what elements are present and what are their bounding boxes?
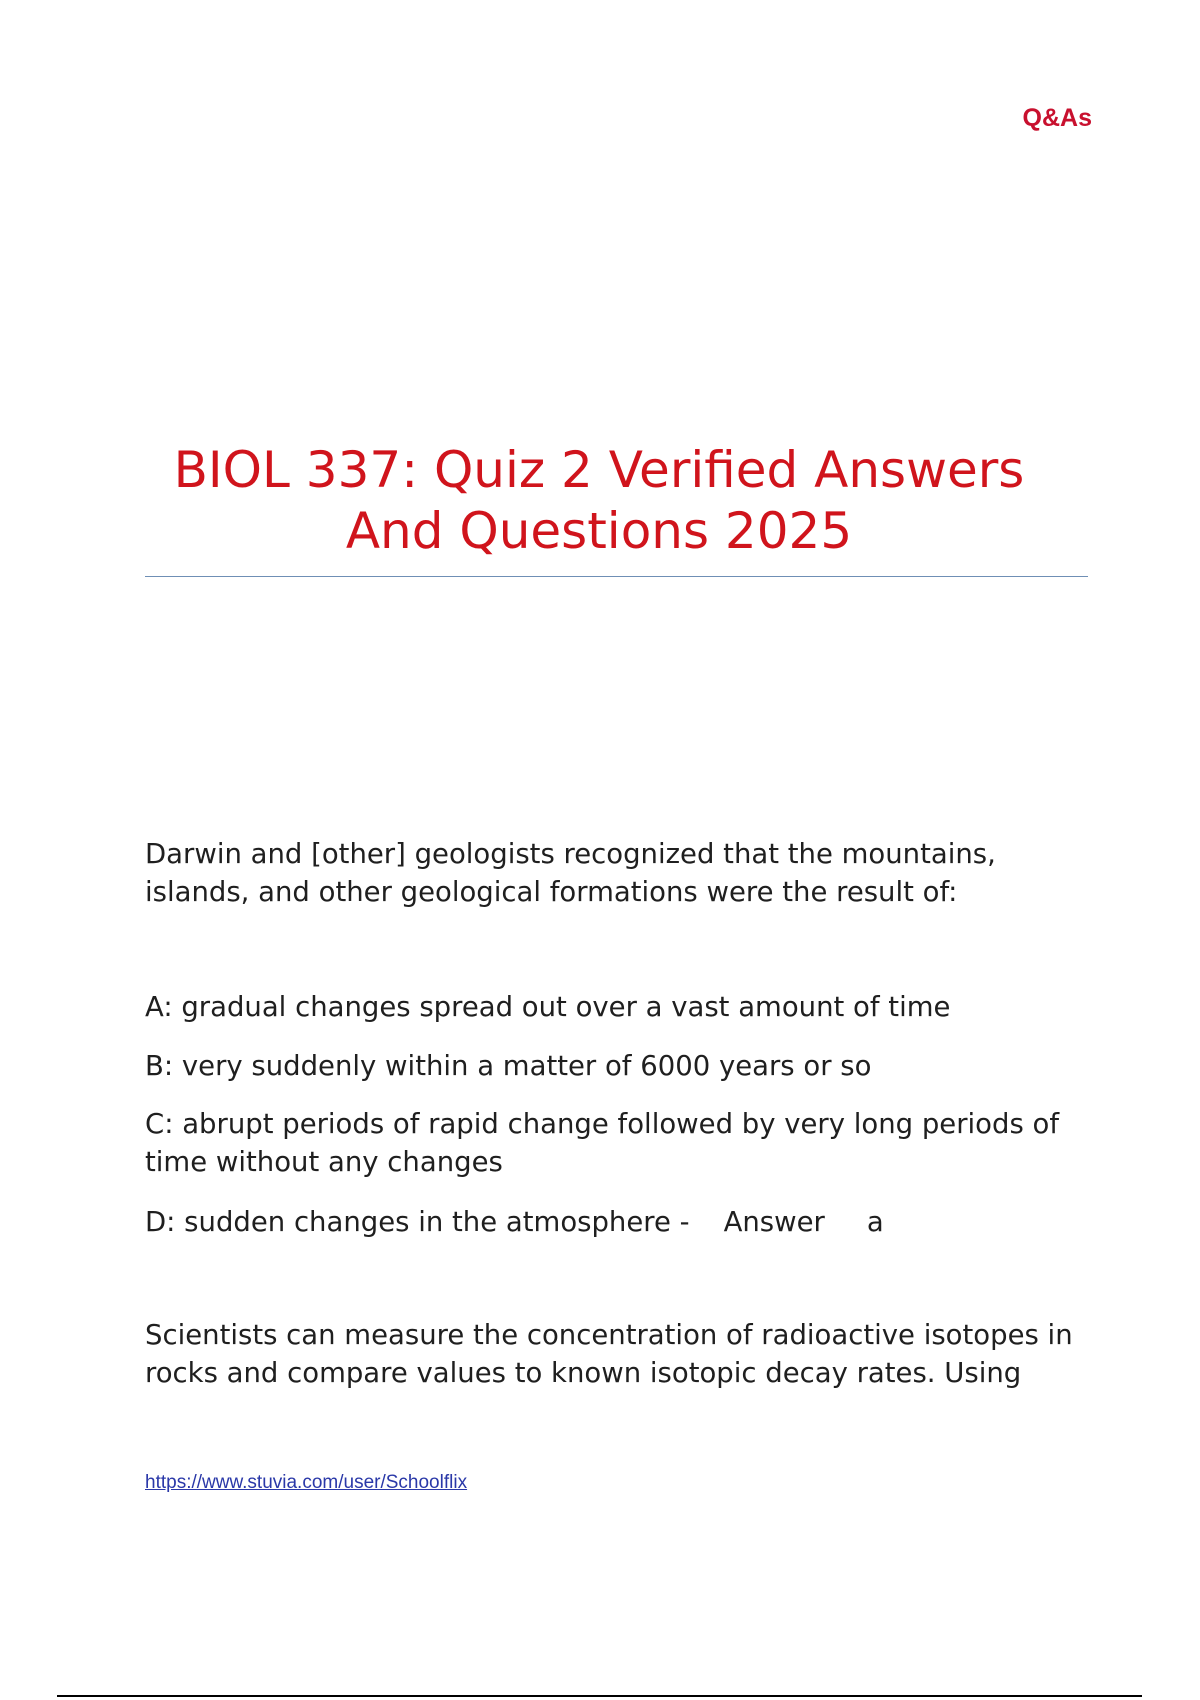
answer-label: Answer — [723, 1206, 825, 1238]
question-2-text: Scientists can measure the concentration of radioactive isotopes in rocks and compare values to known isotopic decay rates. Using — [145, 1319, 1073, 1389]
question-1-option-c: C: abrupt periods of rapid change followed by very long periods of time without any changes — [145, 1108, 1060, 1178]
answer-value: a — [866, 1206, 884, 1238]
title-divider — [145, 576, 1088, 577]
page-bottom-divider — [57, 1695, 1142, 1697]
question-1-option-b: B: very suddenly within a matter of 6000 years or so — [145, 1050, 872, 1082]
qas-header-tag: Q&As — [1022, 104, 1092, 132]
document-title: BIOL 337: Quiz 2 Verified Answers And Questions 2025 — [173, 441, 1025, 560]
question-1-option-d-row — [145, 1203, 1095, 1241]
question-1-option-a: A: gradual changes spread out over a vast amount of time — [145, 991, 951, 1023]
stuvia-profile-link[interactable]: https://www.stuvia.com/user/Schoolflix — [145, 1472, 468, 1493]
question-1-option-d: D: sudden changes in the atmosphere - — [145, 1206, 690, 1238]
question-1-text: Darwin and [other] geologists recognized that the mountains, islands, and other geological formations were the result of: — [145, 838, 996, 908]
